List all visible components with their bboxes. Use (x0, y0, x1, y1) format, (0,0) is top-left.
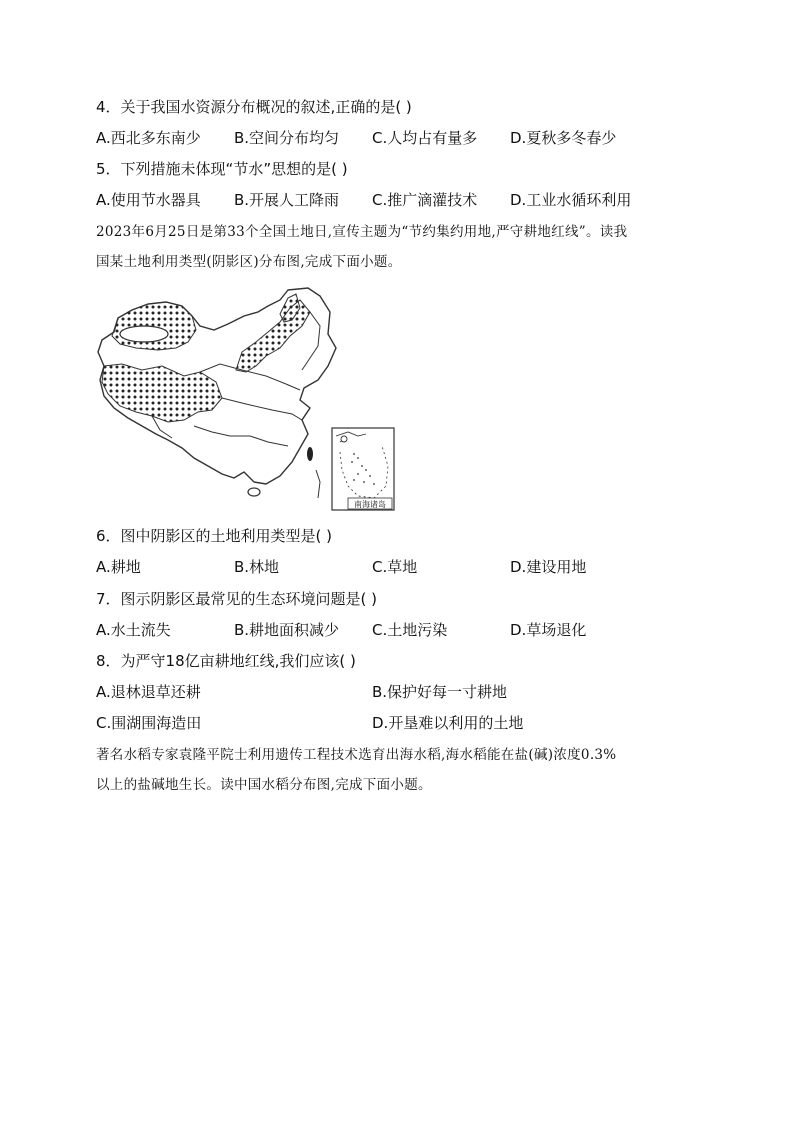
q5-option-c[interactable]: C.推广滴灌技术 (372, 191, 478, 209)
q8-option-b[interactable]: B.保护好每一寸耕地 (372, 683, 508, 701)
q5-option-a[interactable]: A.使用节水器具 (96, 191, 201, 209)
shaded-area-xinjiang-north (112, 302, 196, 350)
q5-option-b[interactable]: B.开展人工降雨 (234, 191, 340, 209)
q6-option-b[interactable]: B.林地 (234, 558, 280, 576)
q8-option-a[interactable]: A.退林退草还耕 (96, 683, 201, 701)
q4-option-d[interactable]: D.夏秋多冬春少 (510, 129, 617, 147)
tarim-basin (120, 326, 168, 342)
coast-line-east (316, 470, 320, 498)
q5-stem: 5．下列措施未体现“节水”思想的是( ) (96, 160, 348, 178)
intro2-line2: 以上的盐碱地生长。读中国水稻分布图,完成下面小题。 (96, 777, 432, 793)
q6-stem: 6．图中阴影区的土地利用类型是( ) (96, 527, 333, 545)
q6-option-d[interactable]: D.建设用地 (510, 558, 587, 576)
intro1-line1: 2023年6月25日是第33个全国土地日,宣传主题为“节约集约用地,严守耕地红线”。读我 (96, 224, 628, 240)
q6-option-a[interactable]: A.耕地 (96, 558, 141, 576)
intro1-line2: 国某土地利用类型(阴影区)分布图,完成下面小题。 (96, 254, 402, 270)
q4-option-a[interactable]: A.西北多东南少 (96, 129, 201, 147)
q7-option-d[interactable]: D.草场退化 (510, 621, 587, 639)
q4-option-b[interactable]: B.空间分布均匀 (234, 129, 340, 147)
shaded-area-tibet-qinghai (102, 364, 222, 422)
q8-option-d[interactable]: D.开垦难以利用的土地 (372, 714, 524, 732)
hainan-island (248, 488, 260, 496)
q7-stem: 7．图示阴影区最常见的生态环境问题是( ) (96, 590, 378, 608)
q7-option-b[interactable]: B.耕地面积减少 (234, 621, 340, 639)
q6-option-c[interactable]: C.草地 (372, 558, 418, 576)
intro2-line1: 著名水稻专家袁隆平院士利用遗传工程技术选育出海水稻,海水稻能在盐(碱)浓度0.3% (96, 747, 617, 763)
q5-option-d[interactable]: D.工业水循环利用 (510, 191, 632, 209)
internal-boundary-3 (194, 426, 288, 446)
internal-boundary-2 (222, 398, 302, 420)
q8-stem: 8．为严守18亿亩耕地红线,我们应该( ) (96, 652, 356, 670)
china-map-svg (96, 286, 400, 512)
inset-label: 南海诸岛 (354, 500, 386, 509)
q8-option-c[interactable]: C.围湖围海造田 (96, 714, 202, 732)
q7-option-c[interactable]: C.土地污染 (372, 621, 448, 639)
inset-island-hainan (341, 436, 347, 442)
q4-option-c[interactable]: C.人均占有量多 (372, 129, 478, 147)
q7-option-a[interactable]: A.水土流失 (96, 621, 171, 639)
shaded-area-inner-mongolia (236, 300, 310, 372)
taiwan-island (307, 447, 313, 461)
china-land-use-map (96, 286, 400, 512)
q4-stem: 4．关于我国水资源分布概况的叙述,正确的是( ) (96, 98, 412, 116)
